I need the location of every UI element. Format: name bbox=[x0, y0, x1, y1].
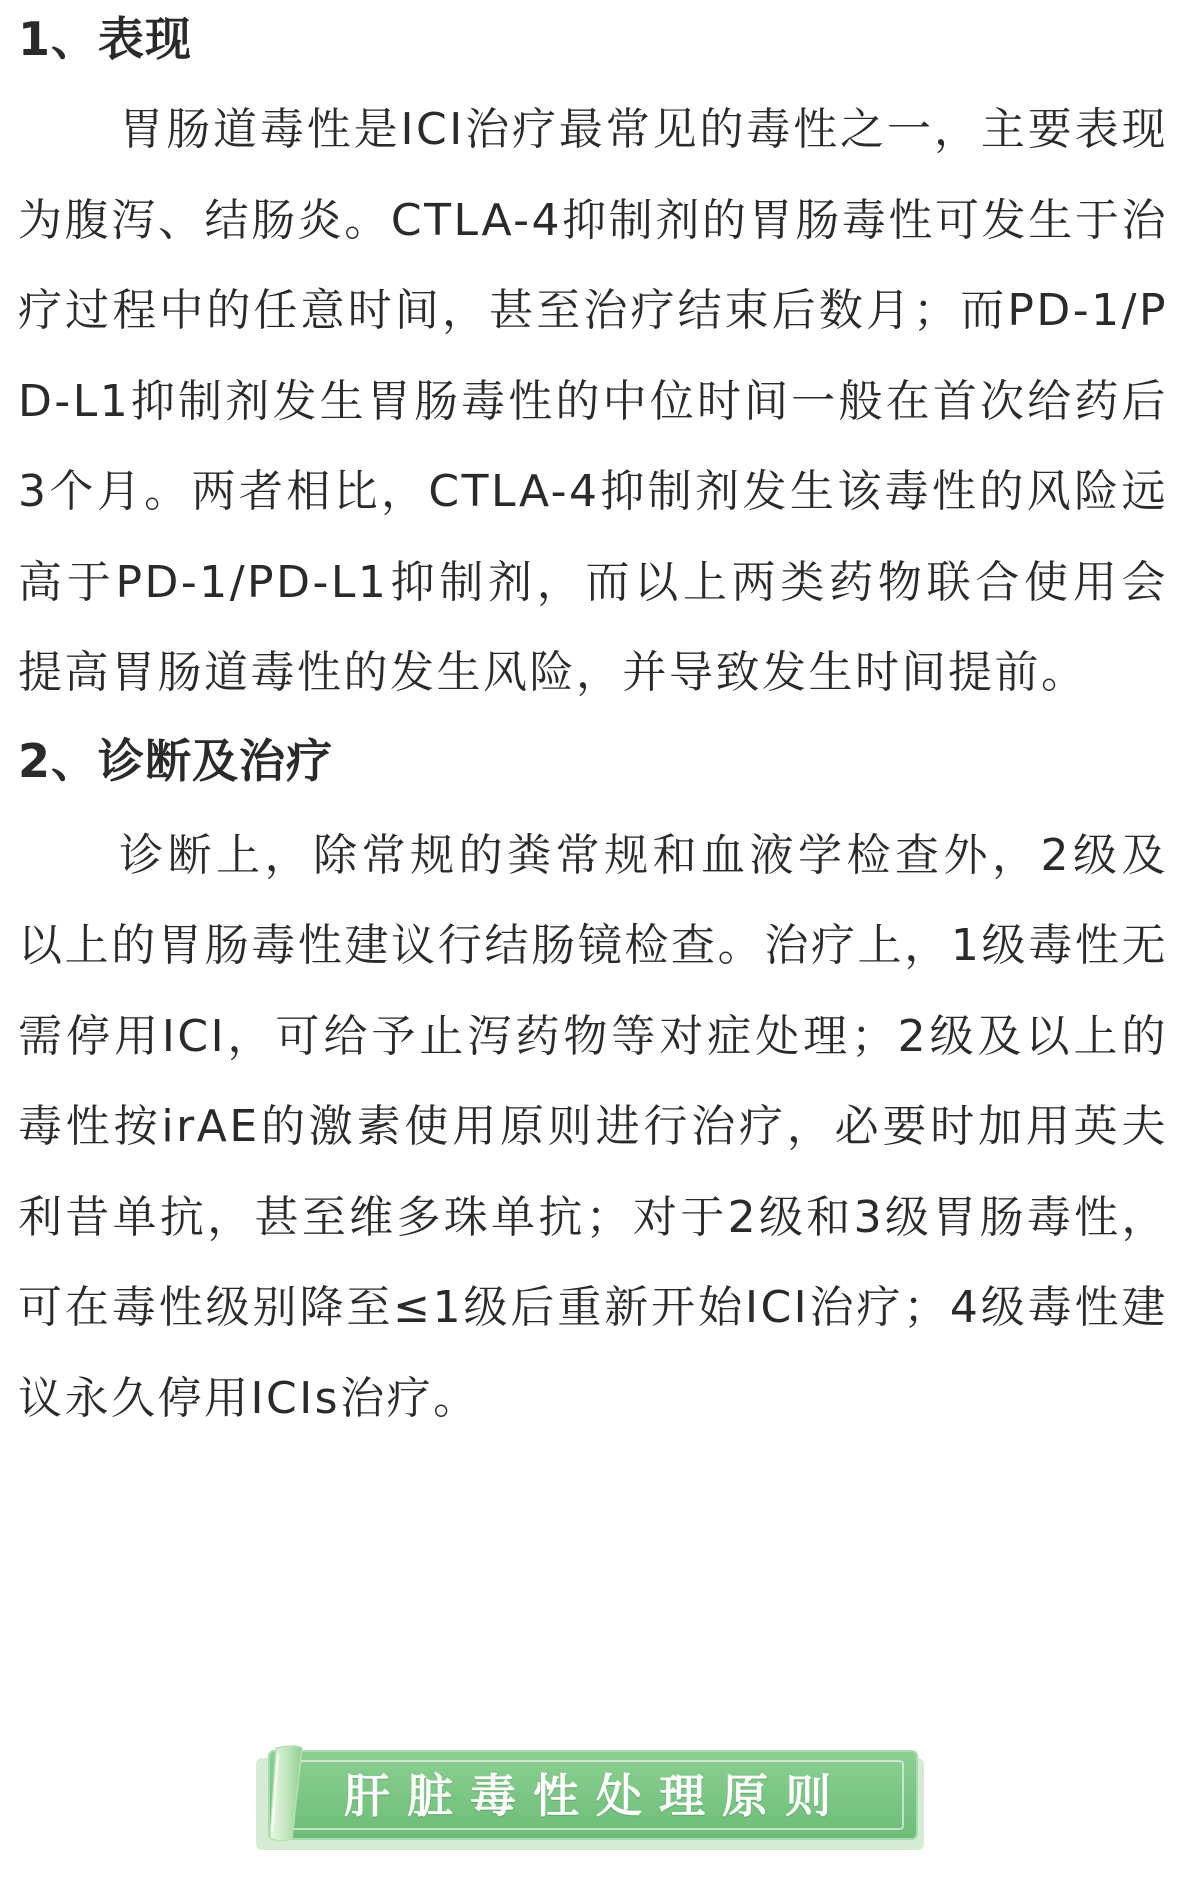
scroll-curl-icon bbox=[262, 1744, 312, 1844]
section-heading-performance: 1、表现 bbox=[18, 12, 193, 66]
article-body bbox=[18, 0, 1168, 1444]
section-heading-diagnosis-treatment: 2、诊断及治疗 bbox=[18, 733, 334, 788]
section-paragraph-diagnosis-treatment: 诊断上，除常规的粪常规和血液学检查外，2级及以上的胃肠毒性建议行结肠镜检查。治疗上，1级毒性无需停用ICI，可给予止泻药物等对症处理；2级及以上的毒性按irAE的激素使用原则进行治疗，必要时加用英夫利昔单抗，甚至维多珠单抗；对于2级和3级胃肠毒性，可在毒性级别降至≤1级后重新开始ICI治疗；4级毒性建议永久停用ICIs治疗。 bbox=[18, 829, 1168, 1424]
section-title-banner bbox=[248, 1744, 928, 1852]
banner-title: 肝脏毒性处理原则 bbox=[344, 1769, 848, 1823]
section-paragraph-performance: 胃肠道毒性是ICI治疗最常见的毒性之一，主要表现为腹泻、结肠炎。CTLA-4抑制剂的胃肠毒性可发生于治疗过程中的任意时间，甚至治疗结束后数月；而PD-1/PD-L1抑制剂发生胃肠毒性的中位时间一般在首次给药后3个月。两者相比，CTLA-4抑制剂发生该毒性的风险远高于PD-1/PD-L1抑制剂，而以上两类药物联合使用会提高胃肠道毒性的发生风险，并导致发生时间提前。 bbox=[18, 104, 1168, 698]
